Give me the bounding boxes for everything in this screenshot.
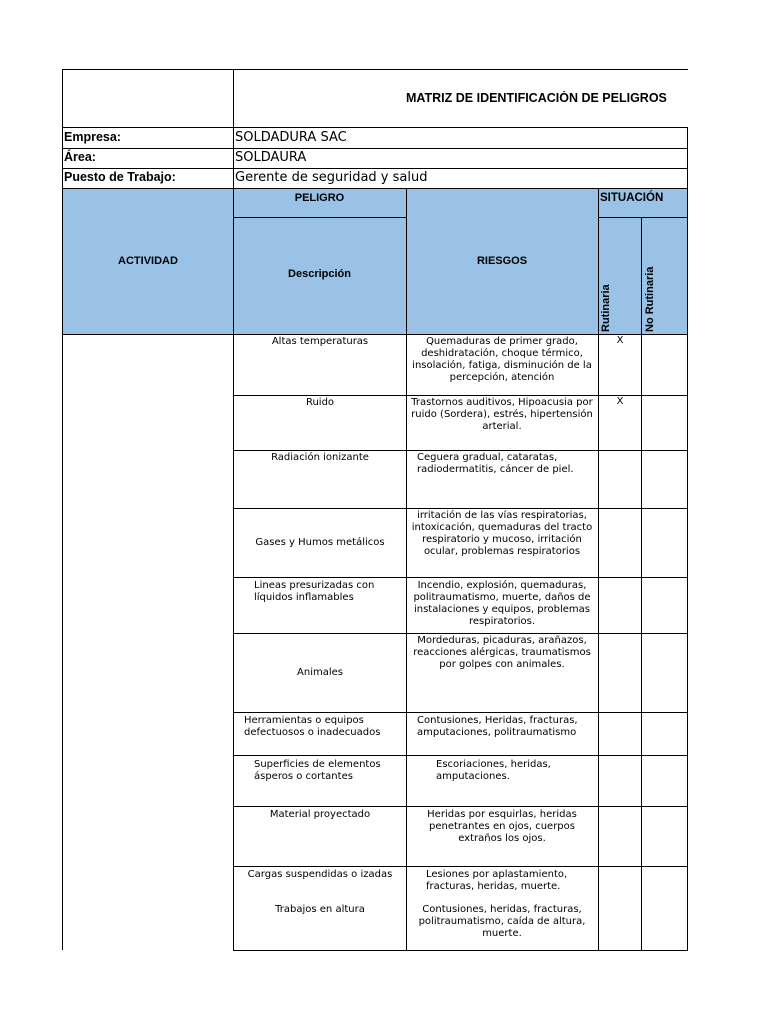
descripcion-header: Descripción <box>288 268 351 280</box>
peligro-cell: Lineas presurizadas con líquidos inflamables <box>254 580 375 603</box>
riesgos-cell: Mordeduras, picaduras, arañazos, reacciones alérgicas, traumatismos por golpes con animales. <box>413 635 591 670</box>
riesgos-cell: Ceguera gradual, cataratas, radiodermatitis, cáncer de piel. <box>417 452 574 475</box>
riesgos-cell: Quemaduras de primer grado, deshidratación, choque térmico, insolación, fatiga, disminución de la percepción, atención <box>412 336 592 383</box>
riesgos-header: RIESGOS <box>476 255 528 267</box>
riesgos-cell: Heridas por esquirlas, heridas penetrantes en ojos, cuerpos extraños los ojos. <box>427 809 577 844</box>
puesto-value: Gerente de seguridad y salud <box>235 170 428 185</box>
riesgos-cell: Contusiones, heridas, fracturas, politraumatismo, caída de altura, muerte. <box>418 904 586 939</box>
matrix-title: MATRIZ DE IDENTIFICACIÓN DE PELIGROS <box>406 91 667 105</box>
peligro-cell: Ruido <box>305 397 335 408</box>
puesto-label: Puesto de Trabajo: <box>64 170 176 184</box>
riesgos-cell: Lesiones por aplastamiento, fracturas, heridas, muerte. <box>426 869 568 892</box>
peligro-cell: Material proyectado <box>269 809 371 820</box>
area-label: Área: <box>64 150 96 164</box>
empresa-label: Empresa: <box>64 130 121 144</box>
peligro-cell: Cargas suspendidas o izadas <box>247 869 393 880</box>
area-value: SOLDAURA <box>235 150 307 165</box>
peligro-header-bg <box>233 189 406 334</box>
rutinaria-mark: X <box>616 396 624 407</box>
peligro-cell: Trabajos en altura <box>275 904 365 915</box>
peligro-cell: Altas temperaturas <box>271 336 369 347</box>
actividad-header: ACTIVIDAD <box>118 255 178 267</box>
peligro-cell: Gases y Humos metálicos <box>255 537 385 548</box>
riesgos-cell: irritación de las vías respiratorias, intoxicación, quemaduras del tracto respiratorio y mucoso, irritación ocular, problemas respiratorios <box>411 510 593 557</box>
riesgos-cell: Trastornos auditivos, Hipoacusia por ruido (Sordera), estrés, hipertensión arterial. <box>411 397 593 432</box>
empresa-value: SOLDADURA SAC <box>235 130 347 145</box>
peligro-cell: Superficies de elementos ásperos o cortantes <box>254 759 381 782</box>
peligro-cell: Herramientas o equipos defectuosos o inadecuados <box>244 715 381 738</box>
riesgos-cell: Incendio, explosión, quemaduras, politraumatismo, muerte, daños de instalaciones y equipos, problemas respiratorios. <box>413 580 591 627</box>
peligro-cell: Animales <box>297 667 343 678</box>
rutinaria-header: Rutinaria <box>600 284 612 332</box>
situacion-header: SITUACIÓN <box>600 192 664 204</box>
riesgos-cell: Escoriaciones, heridas, amputaciones. <box>436 759 551 782</box>
peligro-header: PELIGRO <box>294 192 345 204</box>
peligro-cell: Radiación ionizante <box>271 452 369 463</box>
rutinaria-mark: X <box>616 335 624 346</box>
no-rutinaria-header: No Rutinaria <box>644 266 656 332</box>
riesgos-cell: Contusiones, Heridas, fracturas, amputaciones, politraumatismo <box>417 715 578 738</box>
